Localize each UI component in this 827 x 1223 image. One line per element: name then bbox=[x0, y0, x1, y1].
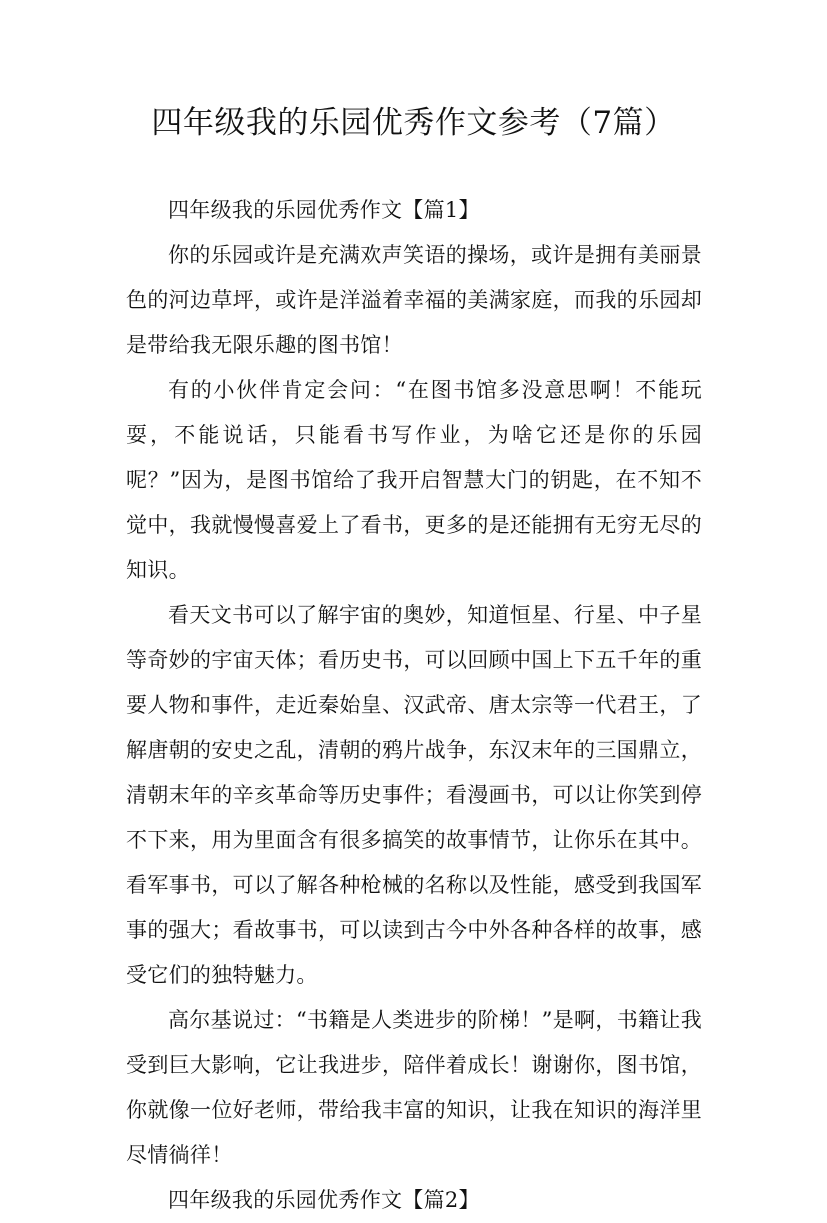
paragraph: 高尔基说过：“书籍是人类进步的阶梯！”是啊，书籍让我受到巨大影响，它让我进步，陪伴着成长！谢谢你，图书馆，你就像一位好老师，带给我丰富的知识，让我在知识的海洋里尽情徜徉！ bbox=[126, 1008, 702, 1167]
document-body bbox=[126, 188, 702, 1223]
document-title: 四年级我的乐园优秀作文参考（7篇） bbox=[151, 105, 676, 141]
paragraph: 你的乐园或许是充满欢声笑语的操场，或许是拥有美丽景色的河边草坪，或许是洋溢着幸福的美满家庭，而我的乐园却是带给我无限乐趣的图书馆！ bbox=[126, 243, 702, 357]
paragraph: 看天文书可以了解宇宙的奥妙，知道恒星、行星、中子星等奇妙的宇宙天体；看历史书，可以回顾中国上下五千年的重要人物和事件，走近秦始皇、汉武帝、唐太宗等一代君王，了解唐朝的安史之乱，清朝的鸦片战争，东汉末年的三国鼎立，清朝末年的辛亥革命等历史事件；看漫画书，可以让你笑到停不下来，用为里面含有很多搞笑的故事情节，让你乐在其中。看军事书，可以了解各种枪械的名称以及性能，感受到我国军事的强大；看故事书，可以读到古今中外各种各样的故事，感受它们的独特魅力。 bbox=[126, 603, 702, 987]
section-heading: 四年级我的乐园优秀作文【篇2】 bbox=[168, 1188, 480, 1212]
paragraph: 有的小伙伴肯定会问：“在图书馆多没意思啊！不能玩耍，不能说话，只能看书写作业，为啥它还是你的乐园呢？”因为，是图书馆给了我开启智慧大门的钥匙，在不知不觉中，我就慢慢喜爱上了看书，更多的是还能拥有无穷无尽的知识。 bbox=[126, 378, 702, 582]
section-heading: 四年级我的乐园优秀作文【篇1】 bbox=[168, 198, 480, 222]
